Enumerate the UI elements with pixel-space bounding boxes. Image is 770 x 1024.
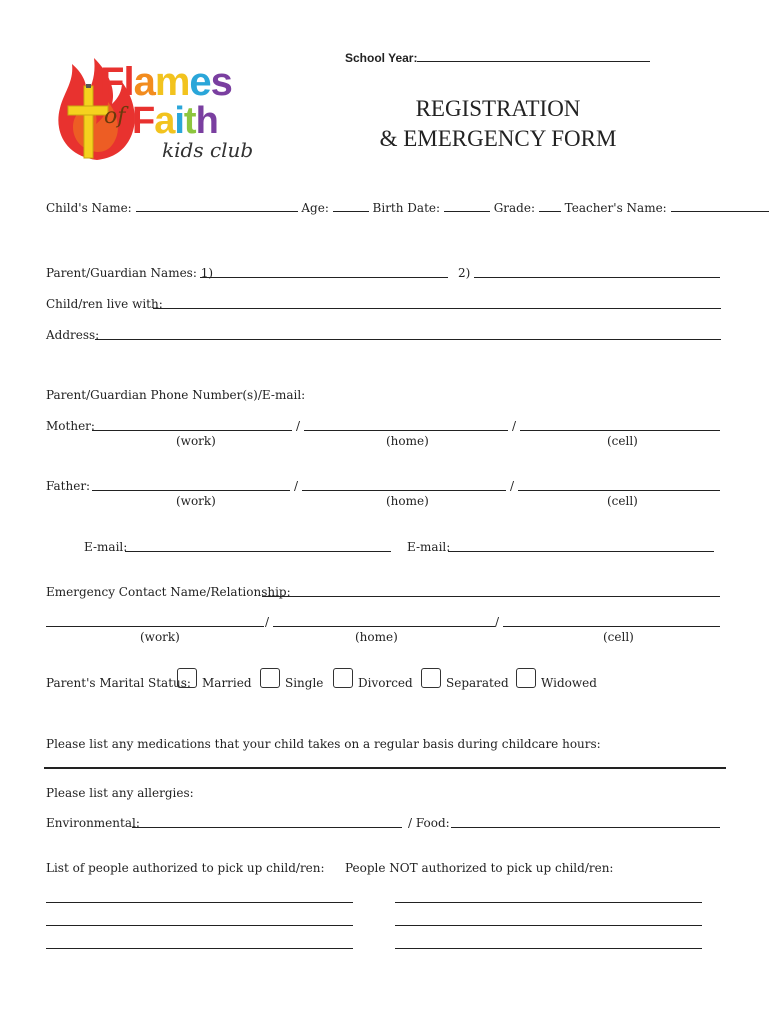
emergency-work-caption: (work) bbox=[140, 630, 180, 644]
flames-letter: l bbox=[123, 60, 134, 104]
age-label: Age: bbox=[301, 201, 329, 215]
emergency-name-field[interactable] bbox=[262, 596, 720, 597]
grade-field[interactable] bbox=[539, 200, 561, 212]
email1-label: E-mail: bbox=[84, 540, 128, 554]
emergency-work-field[interactable] bbox=[46, 626, 264, 627]
marital-label: Parent's Marital Status: bbox=[46, 676, 191, 690]
environmental-field[interactable] bbox=[132, 827, 402, 828]
address-field[interactable] bbox=[95, 339, 721, 340]
married-checkbox[interactable] bbox=[177, 668, 197, 688]
father-label: Father: bbox=[46, 479, 91, 493]
teacher-field[interactable] bbox=[671, 200, 769, 212]
mother-sep-2: / bbox=[512, 419, 517, 433]
separated-label: Separated bbox=[446, 676, 509, 690]
emergency-sep-1: / bbox=[265, 615, 270, 629]
school-year-label: School Year: bbox=[345, 51, 418, 65]
parent2-label: 2) bbox=[458, 266, 471, 280]
not-authorized-field-3[interactable] bbox=[395, 948, 702, 949]
flames-letter: m bbox=[154, 60, 190, 104]
widowed-checkbox[interactable] bbox=[516, 668, 536, 688]
father-work-field[interactable] bbox=[92, 490, 290, 491]
mother-label: Mother: bbox=[46, 419, 95, 433]
widowed-label: Widowed bbox=[541, 676, 597, 690]
title-line-2: & EMERGENCY FORM bbox=[379, 126, 617, 151]
authorized-field-1[interactable] bbox=[46, 902, 353, 903]
not-authorized-field-1[interactable] bbox=[395, 902, 702, 903]
form-title bbox=[370, 94, 626, 154]
emergency-sep-2: / bbox=[495, 615, 500, 629]
authorized-field-3[interactable] bbox=[46, 948, 353, 949]
faith-letter: t bbox=[183, 100, 196, 142]
emergency-cell-field[interactable] bbox=[503, 626, 720, 627]
food-label: / Food: bbox=[408, 816, 450, 830]
married-label: Married bbox=[202, 676, 252, 690]
divorced-checkbox[interactable] bbox=[333, 668, 353, 688]
authorized-label: List of people authorized to pick up child/ren: bbox=[46, 861, 325, 875]
title-line-1: REGISTRATION bbox=[415, 96, 581, 121]
father-home-field[interactable] bbox=[302, 490, 506, 491]
child-info-row bbox=[46, 200, 769, 215]
grade-label: Grade: bbox=[493, 201, 535, 215]
phone-heading: Parent/Guardian Phone Number(s)/E-mail: bbox=[46, 388, 306, 402]
father-cell-caption: (cell) bbox=[607, 494, 638, 508]
school-year-row bbox=[345, 50, 650, 65]
not-authorized-field-2[interactable] bbox=[395, 925, 702, 926]
flames-letter: a bbox=[133, 60, 155, 104]
logo-word-flames bbox=[100, 60, 232, 105]
birth-date-label: Birth Date: bbox=[372, 201, 441, 215]
email2-field[interactable] bbox=[448, 551, 714, 552]
faith-letter: i bbox=[174, 100, 184, 142]
emergency-label: Emergency Contact Name/Relationship: bbox=[46, 585, 291, 599]
authorized-field-2[interactable] bbox=[46, 925, 353, 926]
separated-checkbox[interactable] bbox=[421, 668, 441, 688]
live-with-field[interactable] bbox=[153, 308, 721, 309]
parent-names-label: Parent/Guardian Names: 1) bbox=[46, 266, 214, 280]
not-authorized-label: People NOT authorized to pick up child/ren: bbox=[345, 861, 614, 875]
food-field[interactable] bbox=[451, 827, 720, 828]
parent2-field[interactable] bbox=[474, 277, 720, 278]
emergency-home-caption: (home) bbox=[355, 630, 398, 644]
mother-cell-field[interactable] bbox=[520, 430, 720, 431]
single-label: Single bbox=[285, 676, 324, 690]
single-checkbox[interactable] bbox=[260, 668, 280, 688]
faith-letter: F bbox=[132, 100, 155, 142]
school-year-field[interactable] bbox=[417, 50, 650, 62]
child-name-field[interactable] bbox=[136, 200, 298, 212]
faith-letter: h bbox=[195, 100, 218, 142]
environmental-label: Environmental: bbox=[46, 816, 140, 830]
father-work-caption: (work) bbox=[176, 494, 216, 508]
mother-sep-1: / bbox=[296, 419, 301, 433]
mother-work-field[interactable] bbox=[92, 430, 292, 431]
allergies-label: Please list any allergies: bbox=[46, 786, 194, 800]
flames-letter: e bbox=[189, 60, 211, 104]
live-with-label: Child/ren live with: bbox=[46, 297, 163, 311]
medications-field[interactable] bbox=[44, 767, 726, 769]
logo-tagline: kids club bbox=[162, 138, 254, 162]
father-home-caption: (home) bbox=[386, 494, 429, 508]
medications-label: Please list any medications that your child takes on a regular basis during childcare hours: bbox=[46, 737, 601, 751]
emergency-home-field[interactable] bbox=[273, 626, 495, 627]
divorced-label: Divorced bbox=[358, 676, 413, 690]
logo-word-faith bbox=[132, 100, 218, 143]
father-sep-1: / bbox=[294, 479, 299, 493]
faith-letter: a bbox=[154, 100, 175, 142]
email1-field[interactable] bbox=[125, 551, 391, 552]
flames-letter: F bbox=[100, 60, 124, 104]
birth-date-field[interactable] bbox=[444, 200, 490, 212]
child-name-label: Child's Name: bbox=[46, 201, 132, 215]
mother-work-caption: (work) bbox=[176, 434, 216, 448]
flames-letter: s bbox=[210, 60, 232, 104]
logo-word-of: of bbox=[104, 104, 126, 129]
mother-home-caption: (home) bbox=[386, 434, 429, 448]
mother-home-field[interactable] bbox=[304, 430, 508, 431]
father-cell-field[interactable] bbox=[518, 490, 720, 491]
logo bbox=[52, 52, 262, 164]
parent1-field[interactable] bbox=[200, 277, 448, 278]
address-label: Address: bbox=[46, 328, 100, 342]
email2-label: E-mail: bbox=[407, 540, 451, 554]
emergency-cell-caption: (cell) bbox=[603, 630, 634, 644]
teacher-label: Teacher's Name: bbox=[564, 201, 667, 215]
age-field[interactable] bbox=[333, 200, 369, 212]
mother-cell-caption: (cell) bbox=[607, 434, 638, 448]
father-sep-2: / bbox=[510, 479, 515, 493]
